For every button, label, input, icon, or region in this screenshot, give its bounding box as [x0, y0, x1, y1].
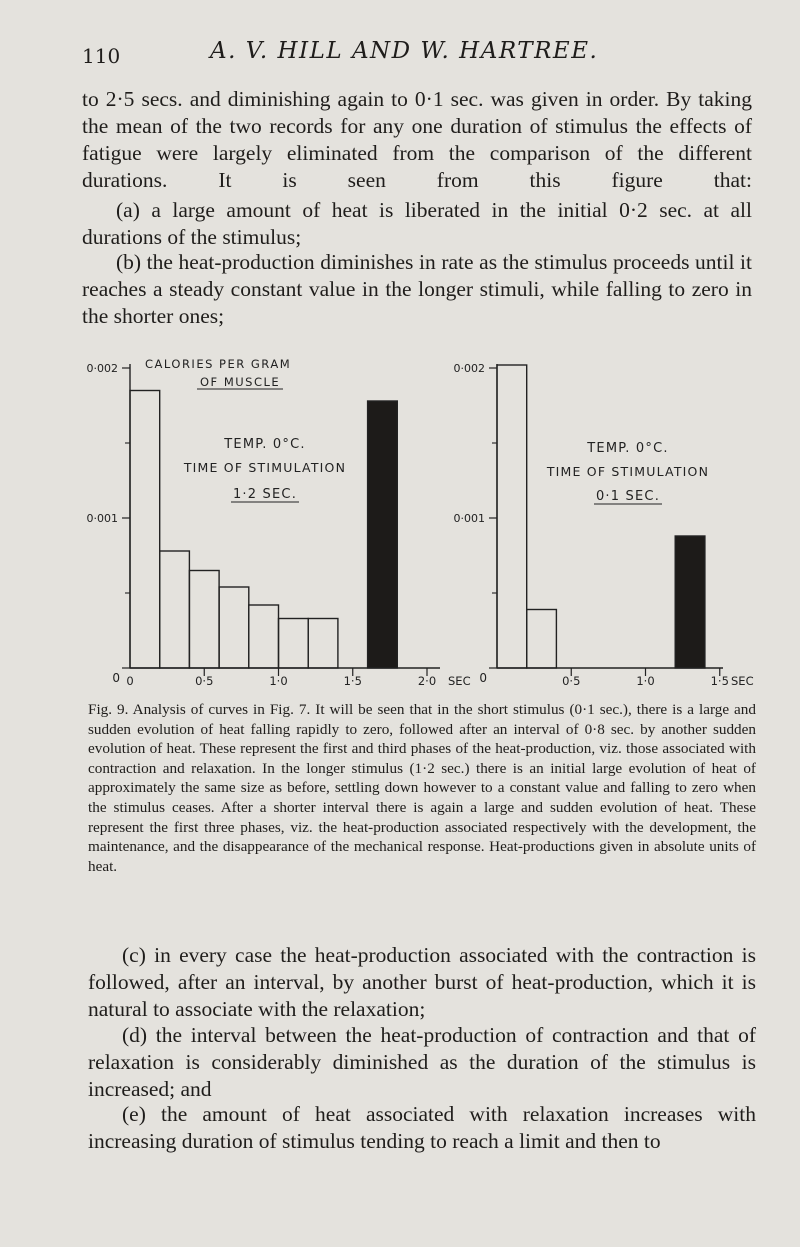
list-item-e-text: (e) the amount of heat associated with relaxation increases with increasing duration of stimulus tending to reach a limit and then to	[88, 1102, 756, 1153]
list-item-d-text: (d) the interval between the heat-production of contraction and that of relaxation is considerably diminished as the duration of the stimulus is increased; and	[88, 1023, 756, 1101]
chart1-x-axis-label: SEC	[448, 674, 471, 688]
chart1-bar-3	[189, 571, 219, 669]
caption-label: Fig. 9.	[88, 701, 129, 718]
list-item-c	[88, 942, 756, 1023]
list-item-a-text: (a) a large amount of heat is liberated in the initial 0·2 sec. at all durations of the stimulus;	[82, 198, 752, 249]
caption-text: Analysis of curves in Fig. 7. It will be seen that in the short stimulus (0·1 sec.), there is a large and sudden evolution of heat falling rapidly to zero, followed after an interval of 0·8 sec. by another sudden evolution of heat. These represent the first and third phases of the heat-production, viz. those associated with contraction and relaxation. In the longer stimulus (1·2 sec.) there is an initial large evolution of heat of approximately the same size as before, settling down however to a constant value and falling to zero when the stimulus ceases. After a shorter interval there is again a large and sudden evolution of heat. These represent the first three phases, viz. the heat-production associated respectively with the development, the maintenance, and the disappearance of the mechanical response. Heat-productions given in absolute units of heat.	[88, 701, 756, 875]
figure-9	[0, 340, 800, 695]
list-item-b	[82, 249, 752, 330]
chart2-y-tick-label: 0	[479, 671, 487, 685]
chart1-annotation-line: TEMP. 0°C.	[224, 437, 306, 452]
chart2-x-tick-label: 1·0	[636, 674, 655, 688]
page-number: 110	[82, 44, 121, 68]
chart2-bar-3	[675, 536, 705, 668]
chart1-bar-2	[160, 551, 190, 668]
chart1-y-tick-label: 0	[112, 671, 120, 685]
chart1-bar-1	[130, 391, 160, 669]
chart1-bar-7	[308, 619, 338, 669]
chart2-x-axis-label: SEC	[731, 674, 754, 688]
chart1-x-tick-label: 1·0	[269, 674, 288, 688]
chart2-x-tick-label: 1·5	[710, 674, 729, 688]
chart1-y-axis-label: CALORIES PER GRAM	[145, 357, 292, 371]
chart1-y-tick-label: 0·001	[86, 512, 118, 525]
chart2-annotation-line: 0·1 SEC.	[595, 489, 661, 504]
chart1-bar-8	[368, 401, 398, 668]
list-item-e	[88, 1101, 756, 1155]
running-head: A. V. HILL AND W. HARTREE.	[210, 38, 599, 64]
chart2-x-tick-label: 0·5	[562, 674, 581, 688]
list-item-c-text: (c) in every case the heat-production associated with the contraction is followed, after an interval, by another burst of heat-production, which it is natural to associate with the relaxation;	[88, 943, 756, 1021]
body-paragraph-1: to 2·5 secs. and diminishing again to 0·1 sec. was given in order. By taking the mean of the two records for any one duration of stimulus the effects of fatigue were largely eliminated from the comparison of the different durations. It is seen from this figure that:	[82, 87, 752, 192]
chart2-bar-2	[527, 610, 557, 669]
chart2-annotation-line: TIME OF STIMULATION	[546, 464, 710, 479]
chart2-annotation-line: TEMP. 0°C.	[587, 441, 669, 456]
chart1-y-axis-label: OF MUSCLE	[200, 375, 281, 389]
chart1-bar-6	[279, 619, 309, 669]
chart2-bar-1	[497, 365, 527, 668]
list-item-d	[88, 1022, 756, 1103]
figure-caption	[88, 700, 756, 876]
chart2-y-tick-label: 0·002	[453, 362, 485, 375]
list-item-a	[82, 197, 752, 251]
chart1-y-tick-label: 0·002	[86, 362, 118, 375]
chart2-y-tick-label: 0·001	[453, 512, 485, 525]
list-item-b-text: (b) the heat-production diminishes in rate as the stimulus proceeds until it reaches a steady constant value in the longer stimuli, while falling to zero in the shorter ones;	[82, 250, 752, 328]
chart1-x-tick-label: 0·5	[195, 674, 214, 688]
chart1-annotation-line: 1·2 SEC.	[232, 487, 298, 502]
chart1-annotation-line: TIME OF STIMULATION	[183, 460, 347, 475]
chart1-x-tick-label: 1·5	[343, 674, 362, 688]
chart1-bar-5	[249, 605, 279, 668]
chart1-x-tick-label: 2·0	[417, 674, 437, 688]
chart1-bar-4	[219, 587, 249, 668]
chart1-x-tick-label: 0	[126, 674, 134, 688]
